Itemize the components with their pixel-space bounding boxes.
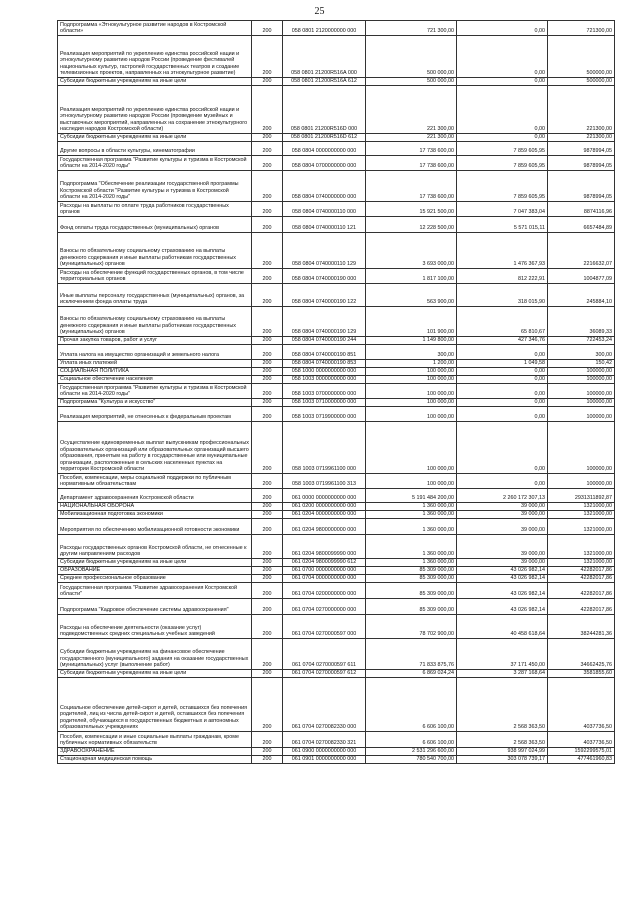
row-approved-amount-cell: 100 000,00: [366, 368, 457, 376]
row-executed-amount-cell: 0,00: [457, 376, 548, 384]
row-classification-cell: 061 0704 0000000000 000: [283, 575, 366, 583]
row-name-cell: Социальное обеспечение детей-сирот и детей, оставшихся без попечения родителей, лиц из числа детей-сирот и детей, оставшихся без попечения родителей, обучающихся в государственных бюджетных и автономных образовательных учреждениях: [58, 678, 252, 732]
table-row: [58, 307, 615, 337]
table-row: [58, 519, 615, 535]
row-code-cell: 200: [252, 583, 283, 599]
row-classification-cell: 058 1003 0000000000 000: [283, 376, 366, 384]
row-name-cell: Субсидии бюджетным учреждениям на иные цели: [58, 134, 252, 142]
row-code-cell: 200: [252, 399, 283, 407]
row-approved-amount-cell: 780 540 700,00: [366, 756, 457, 764]
row-remaining-amount-cell: 221300,00: [548, 86, 615, 134]
row-classification-cell: 058 0804 0700000000 000: [283, 156, 366, 171]
row-approved-amount-cell: 721 300,00: [366, 21, 457, 36]
table-row: [58, 269, 615, 284]
row-code-cell: 200: [252, 639, 283, 670]
row-approved-amount-cell: 563 900,00: [366, 284, 457, 307]
row-approved-amount-cell: 3 693 000,00: [366, 233, 457, 269]
table-row: [58, 599, 615, 615]
row-code-cell: 200: [252, 678, 283, 732]
table-row: [58, 368, 615, 376]
row-remaining-amount-cell: 100000,00: [548, 422, 615, 474]
row-remaining-amount-cell: 500000,00: [548, 78, 615, 86]
row-approved-amount-cell: 15 921 500,00: [366, 202, 457, 217]
row-code-cell: 200: [252, 615, 283, 639]
row-executed-amount-cell: 7 047 383,04: [457, 202, 548, 217]
row-classification-cell: 058 0804 0740000110 129: [283, 233, 366, 269]
row-remaining-amount-cell: 721300,00: [548, 21, 615, 36]
row-code-cell: 200: [252, 134, 283, 142]
table-row: [58, 748, 615, 756]
row-name-cell: Прочая закупка товаров, работ и услуг: [58, 337, 252, 345]
row-executed-amount-cell: 0,00: [457, 21, 548, 36]
row-executed-amount-cell: 7 859 605,95: [457, 142, 548, 156]
table-row: [58, 535, 615, 559]
table-row: [58, 489, 615, 503]
row-executed-amount-cell: 318 015,90: [457, 284, 548, 307]
row-executed-amount-cell: 65 810,67: [457, 307, 548, 337]
table-row: [58, 575, 615, 583]
row-remaining-amount-cell: 722453,24: [548, 337, 615, 345]
row-remaining-amount-cell: 1004877,09: [548, 269, 615, 284]
row-code-cell: 200: [252, 519, 283, 535]
row-code-cell: 200: [252, 376, 283, 384]
row-approved-amount-cell: 100 000,00: [366, 422, 457, 474]
row-remaining-amount-cell: 3581855,60: [548, 670, 615, 678]
row-classification-cell: 058 0804 0740000190 853: [283, 360, 366, 368]
row-classification-cell: 058 0804 0740000190 122: [283, 284, 366, 307]
table-row: [58, 156, 615, 171]
row-name-cell: Расходы на обеспечение деятельности (оказание услуг) подведомственных средних специальных учебных заведений: [58, 615, 252, 639]
row-classification-cell: 058 1003 0700000000 000: [283, 384, 366, 399]
row-executed-amount-cell: 0,00: [457, 422, 548, 474]
row-executed-amount-cell: 938 997 024,99: [457, 748, 548, 756]
row-name-cell: Расходы на выплаты по оплате труда работников государственных органов: [58, 202, 252, 217]
row-classification-cell: 061 0204 9800099990 000: [283, 535, 366, 559]
row-approved-amount-cell: 17 738 600,00: [366, 142, 457, 156]
row-code-cell: 200: [252, 748, 283, 756]
row-executed-amount-cell: 0,00: [457, 86, 548, 134]
row-remaining-amount-cell: 2216632,07: [548, 233, 615, 269]
row-remaining-amount-cell: 500000,00: [548, 36, 615, 78]
row-executed-amount-cell: 0,00: [457, 36, 548, 78]
row-code-cell: 200: [252, 384, 283, 399]
row-approved-amount-cell: 100 000,00: [366, 384, 457, 399]
row-executed-amount-cell: 43 026 982,14: [457, 599, 548, 615]
row-executed-amount-cell: 0,00: [457, 474, 548, 489]
row-classification-cell: 058 0804 0740000000 000: [283, 171, 366, 202]
row-code-cell: 200: [252, 78, 283, 86]
table-row: [58, 171, 615, 202]
table-row: [58, 639, 615, 670]
row-classification-cell: 061 0204 0000000000 000: [283, 511, 366, 519]
row-name-cell: Подпрограмма "Обеспечение реализации государственной программы Костромской области "Развитие культуры и туризма в Костромской области на 2014-2020 годы": [58, 171, 252, 202]
row-code-cell: 200: [252, 732, 283, 748]
row-code-cell: 200: [252, 474, 283, 489]
row-remaining-amount-cell: 34662425,76: [548, 639, 615, 670]
row-executed-amount-cell: 39 000,00: [457, 519, 548, 535]
row-name-cell: Взносы по обязательному социальному страхованию на выплаты денежного содержания и иные выплаты работникам государственных (муниципальных) органов: [58, 307, 252, 337]
row-remaining-amount-cell: 36089,33: [548, 307, 615, 337]
row-remaining-amount-cell: 1321000,00: [548, 503, 615, 511]
row-code-cell: 200: [252, 422, 283, 474]
row-code-cell: 200: [252, 345, 283, 360]
row-executed-amount-cell: 0,00: [457, 345, 548, 360]
row-executed-amount-cell: 303 078 739,17: [457, 756, 548, 764]
row-approved-amount-cell: 101 900,00: [366, 307, 457, 337]
row-classification-cell: 061 0704 0270082330 321: [283, 732, 366, 748]
row-approved-amount-cell: 85 309 000,00: [366, 599, 457, 615]
row-approved-amount-cell: 71 833 875,76: [366, 639, 457, 670]
row-code-cell: 200: [252, 142, 283, 156]
row-name-cell: Уплата налога на имущество организаций и земельного налога: [58, 345, 252, 360]
row-classification-cell: 061 0704 0270000597 612: [283, 670, 366, 678]
row-name-cell: Реализация мероприятий по укреплению единства российской нации и этнокультурному развитию народов России (проведение фестивалей национальных культур, гастролей государственных театров и создание телевизионных проектов, направленных на этнокультурное развитие): [58, 36, 252, 78]
row-remaining-amount-cell: 477461960,83: [548, 756, 615, 764]
row-classification-cell: 058 0801 21200R516A 000: [283, 36, 366, 78]
row-name-cell: Государственная программа "Развитие культуры и туризма в Костромской области на 2014-2020 годы": [58, 384, 252, 399]
row-approved-amount-cell: 17 738 600,00: [366, 156, 457, 171]
row-executed-amount-cell: 39 000,00: [457, 559, 548, 567]
row-remaining-amount-cell: 300,00: [548, 345, 615, 360]
table-row: [58, 670, 615, 678]
row-classification-cell: 058 0804 0740000110 121: [283, 217, 366, 233]
row-code-cell: 200: [252, 202, 283, 217]
table-row: [58, 583, 615, 599]
row-approved-amount-cell: 6 606 100,00: [366, 678, 457, 732]
row-executed-amount-cell: 0,00: [457, 134, 548, 142]
row-code-cell: 200: [252, 599, 283, 615]
row-code-cell: 200: [252, 489, 283, 503]
row-name-cell: Среднее профессиональное образование: [58, 575, 252, 583]
page-number: 25: [314, 6, 325, 17]
row-name-cell: Пособия, компенсации, меры социальной поддержки по публичным нормативным обязательствам: [58, 474, 252, 489]
row-classification-cell: 061 0900 0000000000 000: [283, 748, 366, 756]
row-executed-amount-cell: 39 000,00: [457, 511, 548, 519]
row-name-cell: Социальное обеспечение населения: [58, 376, 252, 384]
row-code-cell: 200: [252, 559, 283, 567]
row-classification-cell: 061 0204 9800000000 000: [283, 519, 366, 535]
table-row: [58, 142, 615, 156]
row-classification-cell: 058 0804 0740000190 000: [283, 269, 366, 284]
row-approved-amount-cell: 100 000,00: [366, 474, 457, 489]
row-executed-amount-cell: 2 568 363,50: [457, 732, 548, 748]
row-remaining-amount-cell: 38244281,36: [548, 615, 615, 639]
row-executed-amount-cell: 39 000,00: [457, 535, 548, 559]
row-code-cell: 200: [252, 86, 283, 134]
table-row: [58, 134, 615, 142]
row-approved-amount-cell: 221 300,00: [366, 134, 457, 142]
row-code-cell: 200: [252, 337, 283, 345]
row-remaining-amount-cell: 9878994,05: [548, 156, 615, 171]
row-approved-amount-cell: 100 000,00: [366, 407, 457, 422]
row-remaining-amount-cell: 9878994,05: [548, 142, 615, 156]
row-executed-amount-cell: 0,00: [457, 384, 548, 399]
row-remaining-amount-cell: 1321000,00: [548, 519, 615, 535]
table-row: [58, 474, 615, 489]
row-classification-cell: 061 0704 0200000000 000: [283, 583, 366, 599]
row-executed-amount-cell: 427 346,76: [457, 337, 548, 345]
row-executed-amount-cell: 0,00: [457, 78, 548, 86]
row-approved-amount-cell: 500 000,00: [366, 78, 457, 86]
table-row: [58, 217, 615, 233]
row-approved-amount-cell: 85 309 000,00: [366, 575, 457, 583]
row-remaining-amount-cell: 4037736,50: [548, 732, 615, 748]
row-remaining-amount-cell: 221300,00: [548, 134, 615, 142]
row-executed-amount-cell: 1 049,58: [457, 360, 548, 368]
row-classification-cell: 061 0200 0000000000 000: [283, 503, 366, 511]
row-remaining-amount-cell: 100000,00: [548, 368, 615, 376]
row-approved-amount-cell: 221 300,00: [366, 86, 457, 134]
row-name-cell: СОЦИАЛЬНАЯ ПОЛИТИКА: [58, 368, 252, 376]
row-executed-amount-cell: 7 859 605,95: [457, 156, 548, 171]
row-code-cell: 200: [252, 36, 283, 78]
row-executed-amount-cell: 0,00: [457, 368, 548, 376]
row-code-cell: 200: [252, 233, 283, 269]
row-approved-amount-cell: 6 606 100,00: [366, 732, 457, 748]
row-name-cell: Расходы на обеспечение функций государственных органов, в том числе территориальных органов: [58, 269, 252, 284]
row-name-cell: ЗДРАВООХРАНЕНИЕ: [58, 748, 252, 756]
table-row: [58, 345, 615, 360]
row-approved-amount-cell: 1 360 000,00: [366, 511, 457, 519]
row-approved-amount-cell: 85 309 000,00: [366, 583, 457, 599]
row-remaining-amount-cell: 100000,00: [548, 399, 615, 407]
table-row: [58, 202, 615, 217]
table-row: [58, 503, 615, 511]
row-remaining-amount-cell: 42282017,86: [548, 583, 615, 599]
row-executed-amount-cell: 5 571 015,11: [457, 217, 548, 233]
row-remaining-amount-cell: 2931311892,87: [548, 489, 615, 503]
row-remaining-amount-cell: 4037736,50: [548, 678, 615, 732]
row-classification-cell: 061 0704 0270000000 000: [283, 599, 366, 615]
row-approved-amount-cell: 5 191 484 200,00: [366, 489, 457, 503]
row-name-cell: Подпрограмма «Этнокультурное развитие народов в Костромской области»: [58, 21, 252, 36]
row-name-cell: Субсидии бюджетным учреждениям на иные цели: [58, 670, 252, 678]
row-remaining-amount-cell: 42282017,86: [548, 575, 615, 583]
row-code-cell: 200: [252, 171, 283, 202]
row-remaining-amount-cell: 245884,10: [548, 284, 615, 307]
table-row: [58, 78, 615, 86]
row-executed-amount-cell: 43 026 982,14: [457, 583, 548, 599]
table-row: [58, 284, 615, 307]
row-executed-amount-cell: 37 171 450,00: [457, 639, 548, 670]
row-approved-amount-cell: 17 738 600,00: [366, 171, 457, 202]
row-classification-cell: 058 0804 0740000190 244: [283, 337, 366, 345]
row-name-cell: Субсидии бюджетным учреждениям на иные цели: [58, 78, 252, 86]
row-executed-amount-cell: 43 026 982,14: [457, 575, 548, 583]
row-remaining-amount-cell: 100000,00: [548, 384, 615, 399]
row-code-cell: 200: [252, 284, 283, 307]
row-name-cell: Уплата иных платежей: [58, 360, 252, 368]
row-code-cell: 200: [252, 575, 283, 583]
row-approved-amount-cell: 500 000,00: [366, 36, 457, 78]
row-name-cell: Пособия, компенсации и иные социальные выплаты гражданам, кроме публичных нормативных обязательств: [58, 732, 252, 748]
row-code-cell: 200: [252, 217, 283, 233]
row-executed-amount-cell: 43 026 982,14: [457, 567, 548, 575]
table-row: [58, 615, 615, 639]
row-executed-amount-cell: 39 000,00: [457, 503, 548, 511]
row-code-cell: 200: [252, 503, 283, 511]
table-row: [58, 756, 615, 764]
row-approved-amount-cell: 1 360 000,00: [366, 503, 457, 511]
row-classification-cell: 058 0804 0000000000 000: [283, 142, 366, 156]
row-classification-cell: 061 0704 0270082330 000: [283, 678, 366, 732]
row-name-cell: Субсидии бюджетным учреждениям на иные цели: [58, 559, 252, 567]
row-code-cell: 200: [252, 756, 283, 764]
row-approved-amount-cell: 6 869 024,24: [366, 670, 457, 678]
row-classification-cell: 061 0700 0000000000 000: [283, 567, 366, 575]
table-row: [58, 36, 615, 78]
row-remaining-amount-cell: 1321000,00: [548, 511, 615, 519]
row-approved-amount-cell: 1 360 000,00: [366, 559, 457, 567]
row-name-cell: Взносы по обязательному социальному страхованию на выплаты денежного содержания и иные выплаты работникам государственных (муниципальных) органов: [58, 233, 252, 269]
table-row: [58, 233, 615, 269]
table-row: [58, 567, 615, 575]
row-classification-cell: 058 1000 0000000000 000: [283, 368, 366, 376]
row-remaining-amount-cell: 42282017,86: [548, 567, 615, 575]
row-name-cell: Стационарная медицинская помощь: [58, 756, 252, 764]
row-code-cell: 200: [252, 407, 283, 422]
row-approved-amount-cell: 85 309 000,00: [366, 567, 457, 575]
row-approved-amount-cell: 2 531 296 600,00: [366, 748, 457, 756]
row-name-cell: Государственная программа "Развитие здравоохранения Костромской области": [58, 583, 252, 599]
row-remaining-amount-cell: 6657484,89: [548, 217, 615, 233]
row-name-cell: Другие вопросы в области культуры, кинематографии: [58, 142, 252, 156]
row-remaining-amount-cell: 100000,00: [548, 407, 615, 422]
row-classification-cell: 061 0204 9800099990 612: [283, 559, 366, 567]
row-approved-amount-cell: 1 360 000,00: [366, 535, 457, 559]
row-executed-amount-cell: 812 222,91: [457, 269, 548, 284]
table-row: [58, 384, 615, 399]
row-approved-amount-cell: 1 817 100,00: [366, 269, 457, 284]
row-code-cell: 200: [252, 21, 283, 36]
row-name-cell: Подпрограмма "Культура и искусство": [58, 399, 252, 407]
row-classification-cell: 058 0804 0740000190 851: [283, 345, 366, 360]
row-name-cell: НАЦИОНАЛЬНАЯ ОБОРОНА: [58, 503, 252, 511]
row-code-cell: 200: [252, 670, 283, 678]
row-name-cell: Государственная программа "Развитие культуры и туризма в Костромской области на 2014-2020 годы": [58, 156, 252, 171]
row-classification-cell: 061 0901 0000000000 000: [283, 756, 366, 764]
row-code-cell: 200: [252, 307, 283, 337]
row-remaining-amount-cell: 100000,00: [548, 376, 615, 384]
row-classification-cell: 058 0801 21200R516D 000: [283, 86, 366, 134]
row-name-cell: Субсидии бюджетным учреждениям на финансовое обеспечение государственного (муниципального) задания на оказание государственных (муниципальных) услуг (выполнение работ): [58, 639, 252, 670]
row-classification-cell: 061 0704 0270000597 000: [283, 615, 366, 639]
row-name-cell: Реализация мероприятий по укреплению единства российской нации и этнокультурному развитию народов России (проведение музейных и выставочных мероприятий, направленных на сохранение этнокультурного наследия народов Костромской области): [58, 86, 252, 134]
row-remaining-amount-cell: 1592299575,01: [548, 748, 615, 756]
row-name-cell: Мероприятия по обеспечению мобилизационной готовности экономики: [58, 519, 252, 535]
row-approved-amount-cell: 100 000,00: [366, 399, 457, 407]
row-remaining-amount-cell: 9878994,05: [548, 171, 615, 202]
table-row: [58, 337, 615, 345]
row-executed-amount-cell: 40 458 618,64: [457, 615, 548, 639]
row-classification-cell: 061 0704 0270000597 611: [283, 639, 366, 670]
row-executed-amount-cell: 3 287 168,64: [457, 670, 548, 678]
row-code-cell: 200: [252, 511, 283, 519]
row-name-cell: Фонд оплаты труда государственных (муниципальных) органов: [58, 217, 252, 233]
row-approved-amount-cell: 1 200,00: [366, 360, 457, 368]
row-name-cell: Иные выплаты персоналу государственных (муниципальных) органов, за исключением фонда оплаты труда: [58, 284, 252, 307]
row-executed-amount-cell: 7 859 605,95: [457, 171, 548, 202]
row-code-cell: 200: [252, 156, 283, 171]
row-remaining-amount-cell: 42282017,86: [548, 599, 615, 615]
row-name-cell: Мобилизационная подготовка экономики: [58, 511, 252, 519]
row-classification-cell: 058 0801 2120000000 000: [283, 21, 366, 36]
row-classification-cell: 058 1003 0710000000 000: [283, 399, 366, 407]
row-remaining-amount-cell: 100000,00: [548, 474, 615, 489]
row-code-cell: 200: [252, 368, 283, 376]
row-approved-amount-cell: 300,00: [366, 345, 457, 360]
table-row: [58, 407, 615, 422]
row-executed-amount-cell: 0,00: [457, 407, 548, 422]
row-classification-cell: 061 0000 0000000000 000: [283, 489, 366, 503]
row-code-cell: 200: [252, 567, 283, 575]
row-approved-amount-cell: 100 000,00: [366, 376, 457, 384]
row-classification-cell: 058 0804 0740000110 000: [283, 202, 366, 217]
table-row: [58, 511, 615, 519]
row-classification-cell: 058 1003 0719961100 000: [283, 422, 366, 474]
row-code-cell: 200: [252, 269, 283, 284]
table-row: [58, 678, 615, 732]
table-row: [58, 86, 615, 134]
row-approved-amount-cell: 1 360 000,00: [366, 519, 457, 535]
table-row: [58, 399, 615, 407]
table-row: [58, 376, 615, 384]
row-remaining-amount-cell: 1321000,00: [548, 535, 615, 559]
row-approved-amount-cell: 1 149 800,00: [366, 337, 457, 345]
table-row: [58, 360, 615, 368]
table-row: [58, 559, 615, 567]
row-executed-amount-cell: 2 260 172 307,13: [457, 489, 548, 503]
row-approved-amount-cell: 78 702 900,00: [366, 615, 457, 639]
row-remaining-amount-cell: 8874116,96: [548, 202, 615, 217]
budget-execution-table: [57, 20, 615, 764]
row-code-cell: 200: [252, 535, 283, 559]
row-name-cell: Осуществление единовременных выплат выпускникам профессиональных образовательных организаций или образовательных организаций высшего образования, принятым на работу в государственные или муниципальные организации, расположенные в сельских населенных пунктах на территории Костромской области: [58, 422, 252, 474]
row-classification-cell: 058 0801 21200R516A 612: [283, 78, 366, 86]
row-name-cell: ОБРАЗОВАНИЕ: [58, 567, 252, 575]
row-classification-cell: 058 0804 0740000190 129: [283, 307, 366, 337]
row-classification-cell: 058 1003 0719900000 000: [283, 407, 366, 422]
row-classification-cell: 058 0801 21200R516D 612: [283, 134, 366, 142]
row-code-cell: 200: [252, 360, 283, 368]
row-executed-amount-cell: 1 476 367,93: [457, 233, 548, 269]
row-executed-amount-cell: 2 568 363,50: [457, 678, 548, 732]
table-row: [58, 732, 615, 748]
row-approved-amount-cell: 12 228 500,00: [366, 217, 457, 233]
row-name-cell: Подпрограмма "Кадровое обеспечение системы здравоохранения": [58, 599, 252, 615]
row-remaining-amount-cell: 150,42: [548, 360, 615, 368]
row-executed-amount-cell: 0,00: [457, 399, 548, 407]
row-name-cell: Департамент здравоохранения Костромской области: [58, 489, 252, 503]
row-remaining-amount-cell: 1321000,00: [548, 559, 615, 567]
row-name-cell: Расходы государственных органов Костромской области, не отнесенные к другим направлениям расходов: [58, 535, 252, 559]
table-row: [58, 21, 615, 36]
table-row: [58, 422, 615, 474]
row-classification-cell: 058 1003 0719961100 313: [283, 474, 366, 489]
row-name-cell: Реализация мероприятий, не отнесенных к федеральным проектам: [58, 407, 252, 422]
